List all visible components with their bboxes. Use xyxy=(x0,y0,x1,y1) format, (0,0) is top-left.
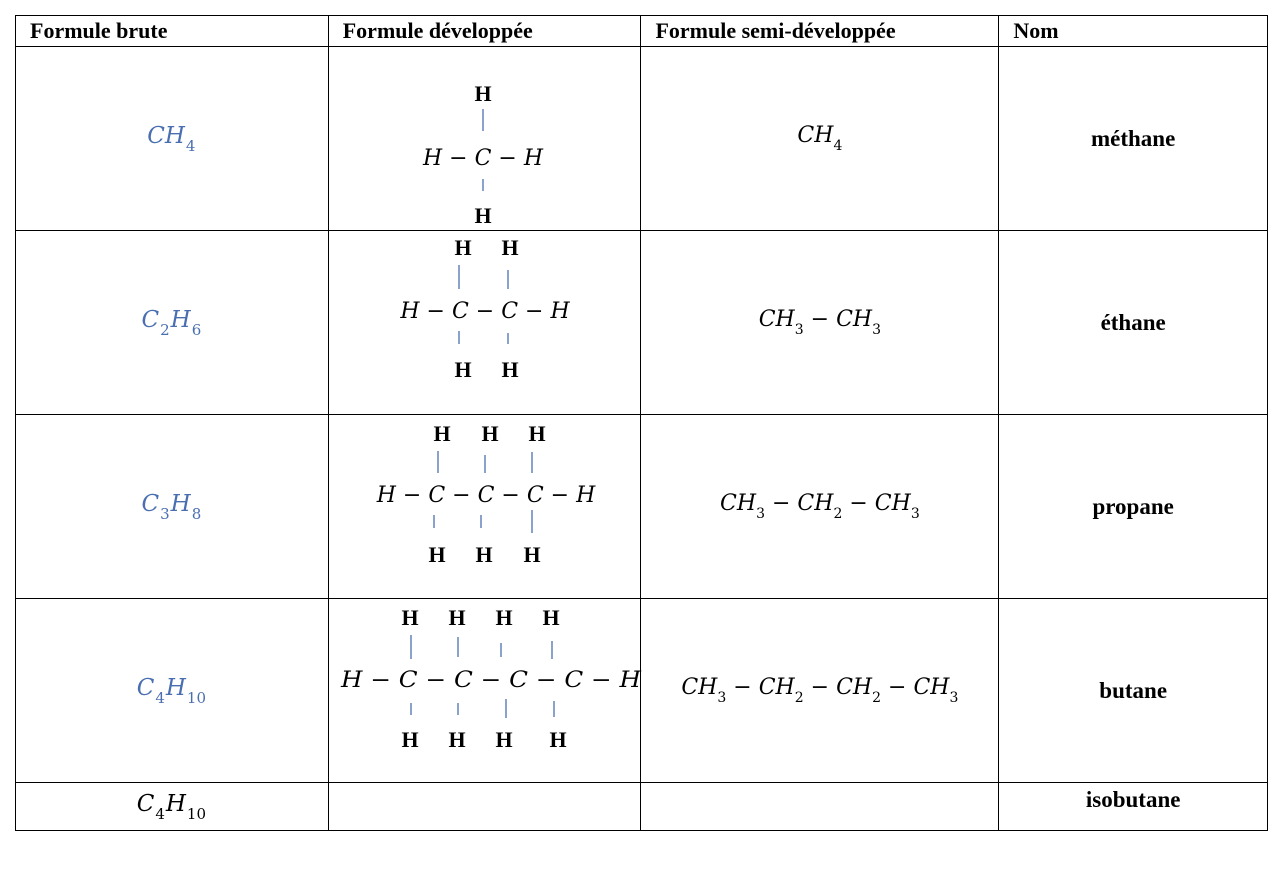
dev-top-h: H xyxy=(474,81,492,106)
formule-brute-cell xyxy=(16,47,329,231)
formula-subscript: 10 xyxy=(186,688,207,707)
formule-semi-developpee-cell xyxy=(641,231,999,415)
formula-subscript: 4 xyxy=(155,688,165,707)
formula-subscript: 4 xyxy=(185,136,196,155)
formula-symbol: H xyxy=(165,674,186,701)
formula-symbol: C xyxy=(136,790,155,817)
formula-symbol: C xyxy=(141,306,160,333)
dev-chain: H − C − C − C − H xyxy=(376,483,596,508)
structural-formula-ethane xyxy=(329,231,641,414)
nom-cell: isobutane xyxy=(999,783,1268,831)
dev-top-h: H xyxy=(528,421,546,446)
dev-top-h: H xyxy=(454,235,472,260)
formule-developpee-cell xyxy=(328,47,641,231)
nom-cell: propane xyxy=(999,415,1268,599)
formula-symbol: CH xyxy=(147,122,185,149)
formula-subscript: 10 xyxy=(186,804,207,823)
dev-bottom-h: H xyxy=(454,357,472,382)
formula-symbol: H xyxy=(170,306,191,333)
structural-formula-propane xyxy=(329,415,641,598)
dev-bottom-h: H xyxy=(523,542,541,567)
table-row xyxy=(16,231,1268,415)
formula-symbol: CH xyxy=(797,123,834,148)
formula-subscript: 2 xyxy=(794,690,804,706)
header-formule-semi-developpee: Formule semi-développée xyxy=(641,16,999,47)
header-row xyxy=(16,16,1268,47)
formula-symbol: − CH xyxy=(803,675,873,700)
dev-top-h: H xyxy=(433,421,451,446)
formula-subscript: 2 xyxy=(872,690,882,706)
formula-symbol: − CH xyxy=(881,675,950,700)
formula-subscript: 3 xyxy=(794,322,804,338)
formule-brute-cell xyxy=(16,599,329,783)
table-row xyxy=(16,599,1268,783)
nom-cell: méthane xyxy=(999,47,1268,231)
formula-subscript: 6 xyxy=(191,320,202,339)
header-formule-developpee: Formule développée xyxy=(328,16,641,47)
formule-developpee-cell xyxy=(328,231,641,415)
structural-formula-butane xyxy=(329,599,641,782)
formula-subscript: 3 xyxy=(717,690,727,706)
structural-formula-methane xyxy=(329,47,641,230)
formula-symbol: CH xyxy=(720,491,757,516)
formula-subscript: 8 xyxy=(191,504,202,523)
formula-symbol: CH xyxy=(758,307,795,332)
formula-symbol: C xyxy=(136,674,155,701)
dev-bottom-h: H xyxy=(495,727,513,752)
dev-bottom-h: H xyxy=(501,357,519,382)
header-formule-brute: Formule brute xyxy=(16,16,329,47)
dev-chain: H − C − C − C − C − H xyxy=(339,668,642,693)
formule-semi-developpee-cell xyxy=(641,415,999,599)
formula-symbol: − CH xyxy=(842,491,911,516)
formula-symbol: C xyxy=(141,490,160,517)
nom-cell: butane xyxy=(999,599,1268,783)
dev-top-h: H xyxy=(481,421,499,446)
formula-subscript: 3 xyxy=(949,690,959,706)
formule-brute-cell xyxy=(16,415,329,599)
formule-developpee-cell xyxy=(328,599,641,783)
formula-subscript: 3 xyxy=(160,504,170,523)
formula-subscript: 3 xyxy=(910,506,920,522)
dev-bottom-h: H xyxy=(401,727,419,752)
formule-semi-developpee-cell xyxy=(641,47,999,231)
dev-bottom-h: H xyxy=(474,203,492,228)
formule-semi-developpee-cell xyxy=(641,599,999,783)
formula-subscript: 4 xyxy=(155,804,165,823)
nom-cell: éthane xyxy=(999,231,1268,415)
formula-symbol: − CH xyxy=(764,491,834,516)
formula-symbol: H xyxy=(170,490,191,517)
dev-bottom-h: H xyxy=(428,542,446,567)
formule-developpee-cell xyxy=(328,415,641,599)
dev-bottom-h: H xyxy=(475,542,493,567)
table-row xyxy=(16,47,1268,231)
table-row xyxy=(16,783,1268,831)
formule-developpee-cell xyxy=(328,783,641,831)
dev-top-h: H xyxy=(495,605,513,630)
formula-subscript: 3 xyxy=(872,322,882,338)
formula-subscript: 2 xyxy=(833,506,843,522)
dev-chain: H − C − C − H xyxy=(400,299,570,324)
formule-brute-cell xyxy=(16,231,329,415)
header-nom: Nom xyxy=(999,16,1268,47)
formula-subscript: 2 xyxy=(160,320,170,339)
dev-bottom-h: H xyxy=(448,727,466,752)
dev-top-h: H xyxy=(501,235,519,260)
table-row xyxy=(16,415,1268,599)
formule-semi-developpee-cell xyxy=(641,783,999,831)
formula-symbol: CH xyxy=(681,675,718,700)
formula-symbol: H xyxy=(165,790,186,817)
formula-symbol: − CH xyxy=(803,307,873,332)
dev-bottom-h: H xyxy=(549,727,567,752)
dev-chain: H − C − H xyxy=(422,146,543,171)
formula-symbol: − CH xyxy=(726,675,795,700)
formula-subscript: 4 xyxy=(833,138,843,154)
formule-brute-cell xyxy=(16,783,329,831)
dev-top-h: H xyxy=(542,605,560,630)
formula-subscript: 3 xyxy=(756,506,765,522)
dev-top-h: H xyxy=(401,605,419,630)
alkane-table xyxy=(15,15,1268,831)
dev-top-h: H xyxy=(448,605,466,630)
